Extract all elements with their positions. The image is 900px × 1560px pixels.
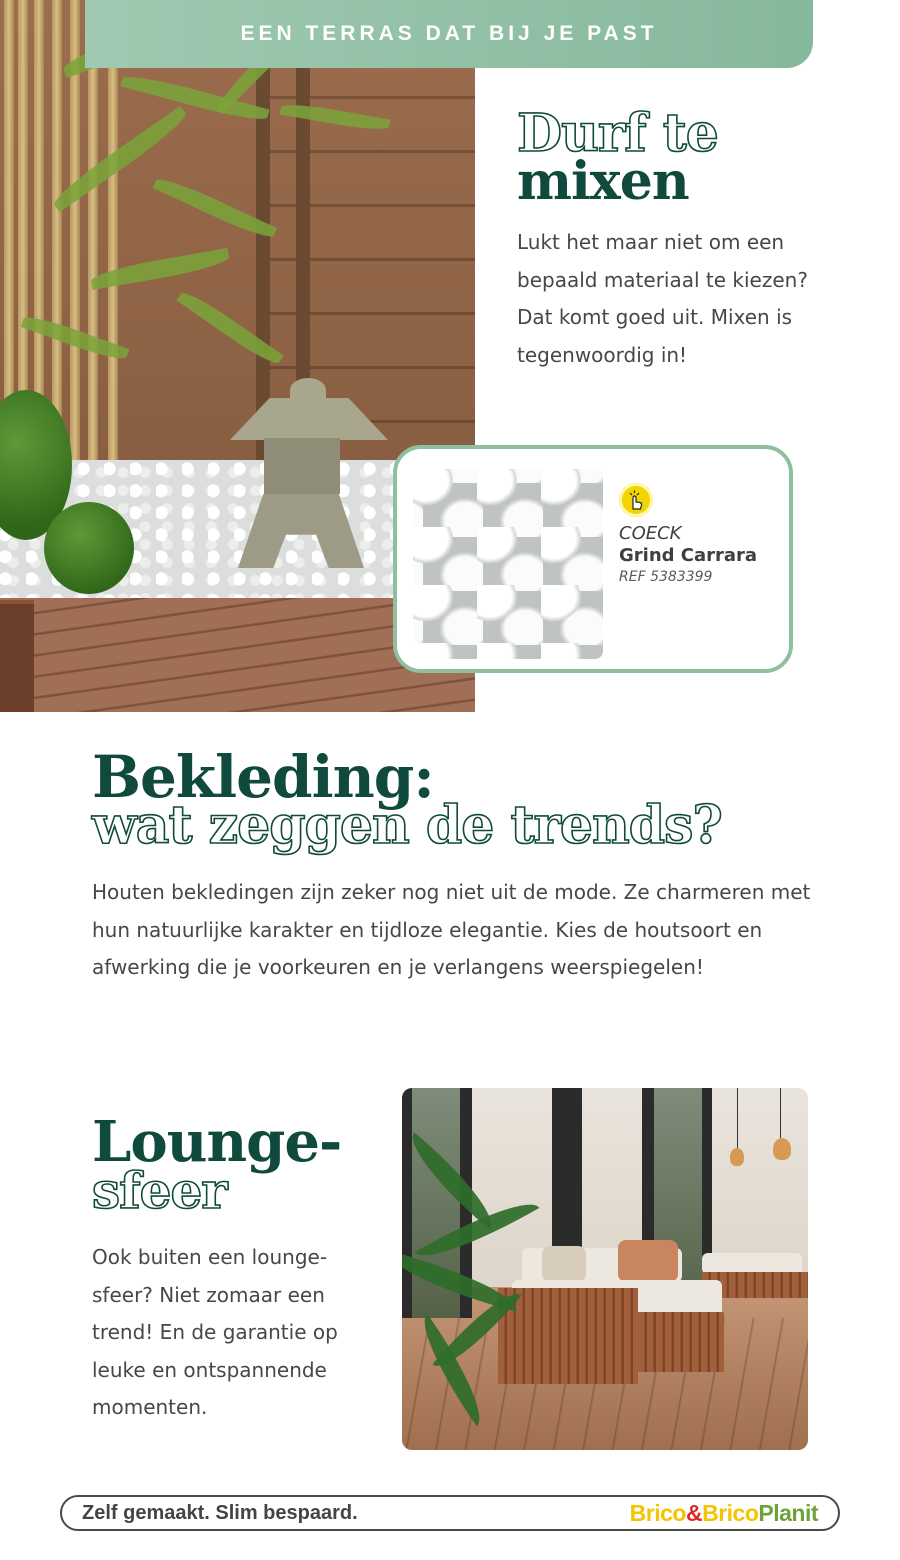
- bekleding-title-line1: Bekleding:: [92, 743, 434, 811]
- product-card[interactable]: [393, 445, 793, 673]
- footer-bar: [60, 1495, 840, 1531]
- brico-logo[interactable]: [630, 1500, 818, 1527]
- bekleding-title-line2: wat zeggen de trends?: [92, 795, 722, 856]
- mix-title-line2: mixen: [517, 151, 689, 212]
- lounge-photo: [402, 1088, 808, 1450]
- logo-planit: Planit: [758, 1500, 818, 1526]
- bekleding-body-text: Houten bekledingen zijn zeker nog niet uit de mode. Ze charmeren met hun natuurlijke karakter en tijdloze elegantie. Kies de houtsoort en afwerking die je voorkeuren en je verlangens weerspiegelen!: [92, 880, 811, 979]
- logo-brico-2: Brico: [702, 1500, 759, 1526]
- tap-hand-icon[interactable]: [619, 483, 653, 517]
- product-brand: COECK: [619, 523, 682, 544]
- footer-slogan: Zelf gemaakt. Slim bespaard.: [82, 1502, 358, 1524]
- mix-body-text: Lukt het maar niet om een bepaald materiaal te kiezen? Dat komt goed uit. Mixen is tegenwoordig in!: [517, 230, 808, 367]
- product-name: Grind Carrara: [619, 545, 758, 566]
- product-ref: REF 5383399: [619, 569, 713, 585]
- product-image: [413, 469, 603, 659]
- banner-title: EEN TERRAS DAT BIJ JE PAST: [240, 22, 658, 45]
- logo-ampersand: &: [685, 1500, 703, 1526]
- lounge-body-text: Ook buiten een lounge-sfeer? Niet zomaar een trend! En de garantie op leuke en ontspannende momenten.: [92, 1245, 338, 1419]
- logo-brico-1: Brico: [629, 1500, 686, 1526]
- section-banner: [85, 0, 813, 68]
- lounge-title-line1: Lounge-: [92, 1109, 342, 1175]
- mix-title-line1: Durf te: [517, 103, 718, 164]
- lounge-title-line2: sfeer: [92, 1161, 227, 1220]
